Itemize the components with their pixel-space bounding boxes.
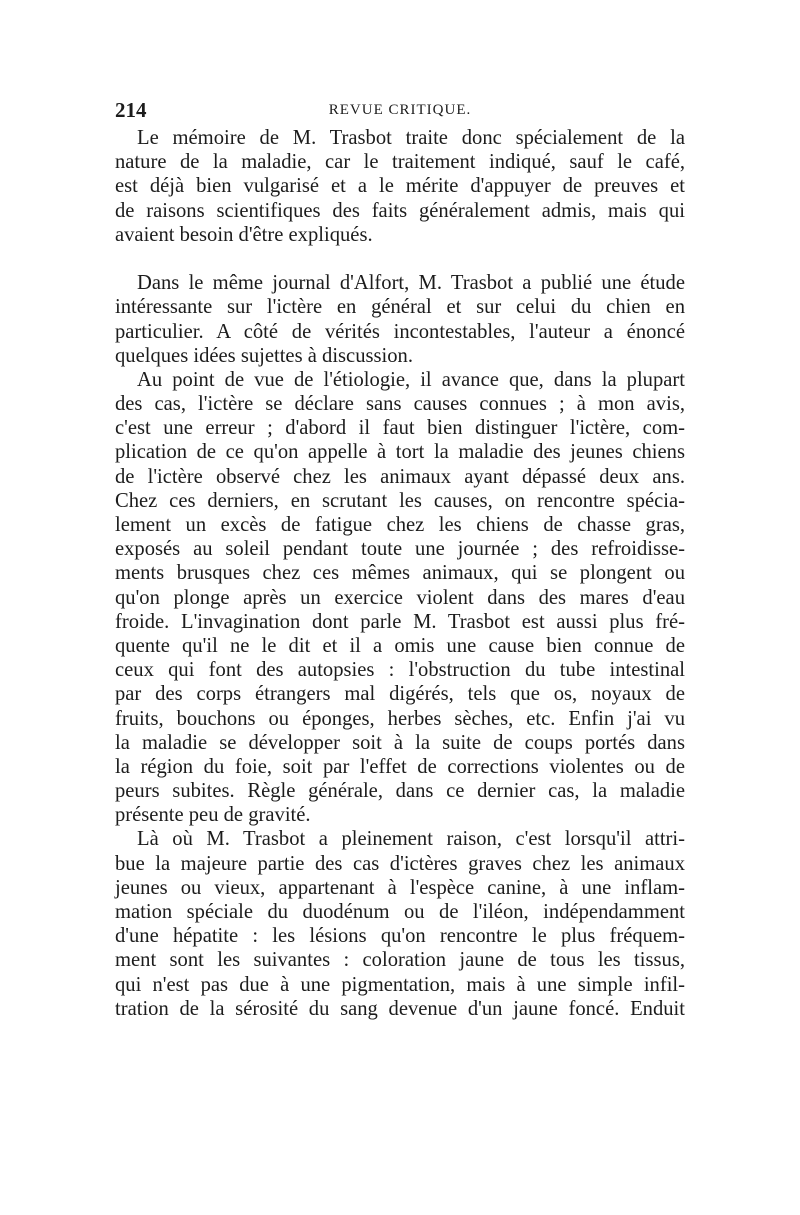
text-line: de l'ictère observé chez les animaux ayant dépassé deux ans. <box>115 465 685 488</box>
text-line: par des corps étrangers mal digérés, tels que os, noyaux de <box>115 683 685 706</box>
text-line: jeunes ou vieux, appartenant à l'espèce canine, à une inflam- <box>115 876 685 899</box>
text-line: la région du foie, soit par l'effet de corrections violentes ou de <box>115 755 685 778</box>
text-line: ceux qui font des autopsies : l'obstruction du tube intestinal <box>115 659 685 682</box>
paragraph-1 <box>115 126 685 247</box>
text-line: nature de la maladie, car le traitement indiqué, sauf le café, <box>115 151 685 174</box>
text-line: des cas, l'ictère se déclare sans causes connues ; à mon avis, <box>115 393 685 416</box>
text-line: ments brusques chez ces mêmes animaux, qui se plongent ou <box>115 562 685 585</box>
text-line: qui n'est pas due à une pigmentation, mais à une simple infil- <box>115 973 685 996</box>
text-line: bue la majeure partie des cas d'ictères graves chez les animaux <box>115 852 685 875</box>
text-line: particulier. A côté de vérités incontestables, l'auteur a énoncé <box>115 320 685 343</box>
text-line: Dans le même journal d'Alfort, M. Trasbot a publié une étude <box>137 272 685 295</box>
text-line: exposés au soleil pendant toute une journée ; des refroidisse- <box>115 538 685 561</box>
text-line: plication de ce qu'on appelle à tort la maladie des jeunes chiens <box>115 441 685 464</box>
text-line: la maladie se développer soit à la suite de coups portés dans <box>115 731 685 754</box>
text-line: quente qu'il ne le dit et il a omis une cause bien connue de <box>115 634 685 657</box>
text-line: ment sont les suivantes : coloration jaune de tous les tissus, <box>115 949 685 972</box>
text-line: mation spéciale du duodénum ou de l'iléon, indépendamment <box>115 901 685 923</box>
text-line: Le mémoire de M. Trasbot traite donc spécialement de la <box>137 127 685 149</box>
text-line: lement un excès de fatigue chez les chiens de chasse gras, <box>115 514 685 536</box>
text-line: fruits, bouchons ou éponges, herbes sèches, etc. Enfin j'ai vu <box>115 707 685 730</box>
text-line: peurs subites. Règle générale, dans ce dernier cas, la maladie <box>115 780 685 803</box>
text-line: Là où M. Trasbot a pleinement raison, c'est lorsqu'il attri- <box>137 828 685 851</box>
page-header <box>115 98 685 126</box>
paragraph-gap <box>115 247 685 271</box>
text-line: Chez ces derniers, en scrutant les causes, on rencontre spécia- <box>115 489 685 512</box>
text-line: Au point de vue de l'étiologie, il avance que, dans la plupart <box>137 368 685 391</box>
text-line: avaient besoin d'être expliqués. <box>115 223 373 246</box>
text-line: tration de la sérosité du sang devenue d'un jaune foncé. Enduit <box>115 997 685 1020</box>
text-line: c'est une erreur ; d'abord il faut bien distinguer l'ictère, com- <box>115 417 685 440</box>
text-line: de raisons scientifiques des faits généralement admis, mais qui <box>115 199 685 222</box>
paragraph-2 <box>115 271 685 368</box>
running-title: REVUE CRITIQUE. <box>328 102 472 118</box>
text-line: quelques idées sujettes à discussion. <box>115 344 413 367</box>
page-number: 214 <box>115 98 147 122</box>
paragraph-4 <box>115 827 685 1021</box>
paragraph-3 <box>115 368 685 828</box>
text-line: présente peu de gravité. <box>115 804 311 827</box>
body-text <box>115 126 685 1021</box>
text-line: qu'on plonge après un exercice violent dans des mares d'eau <box>115 586 685 609</box>
text-line: est déjà bien vulgarisé et a le mérite d'appuyer de preuves et <box>115 175 685 198</box>
text-line: d'une hépatite : les lésions qu'on rencontre le plus fréquem- <box>115 925 685 948</box>
text-line: froide. L'invagination dont parle M. Trasbot est aussi plus fré- <box>115 610 685 633</box>
text-line: intéressante sur l'ictère en général et sur celui du chien en <box>115 296 685 319</box>
